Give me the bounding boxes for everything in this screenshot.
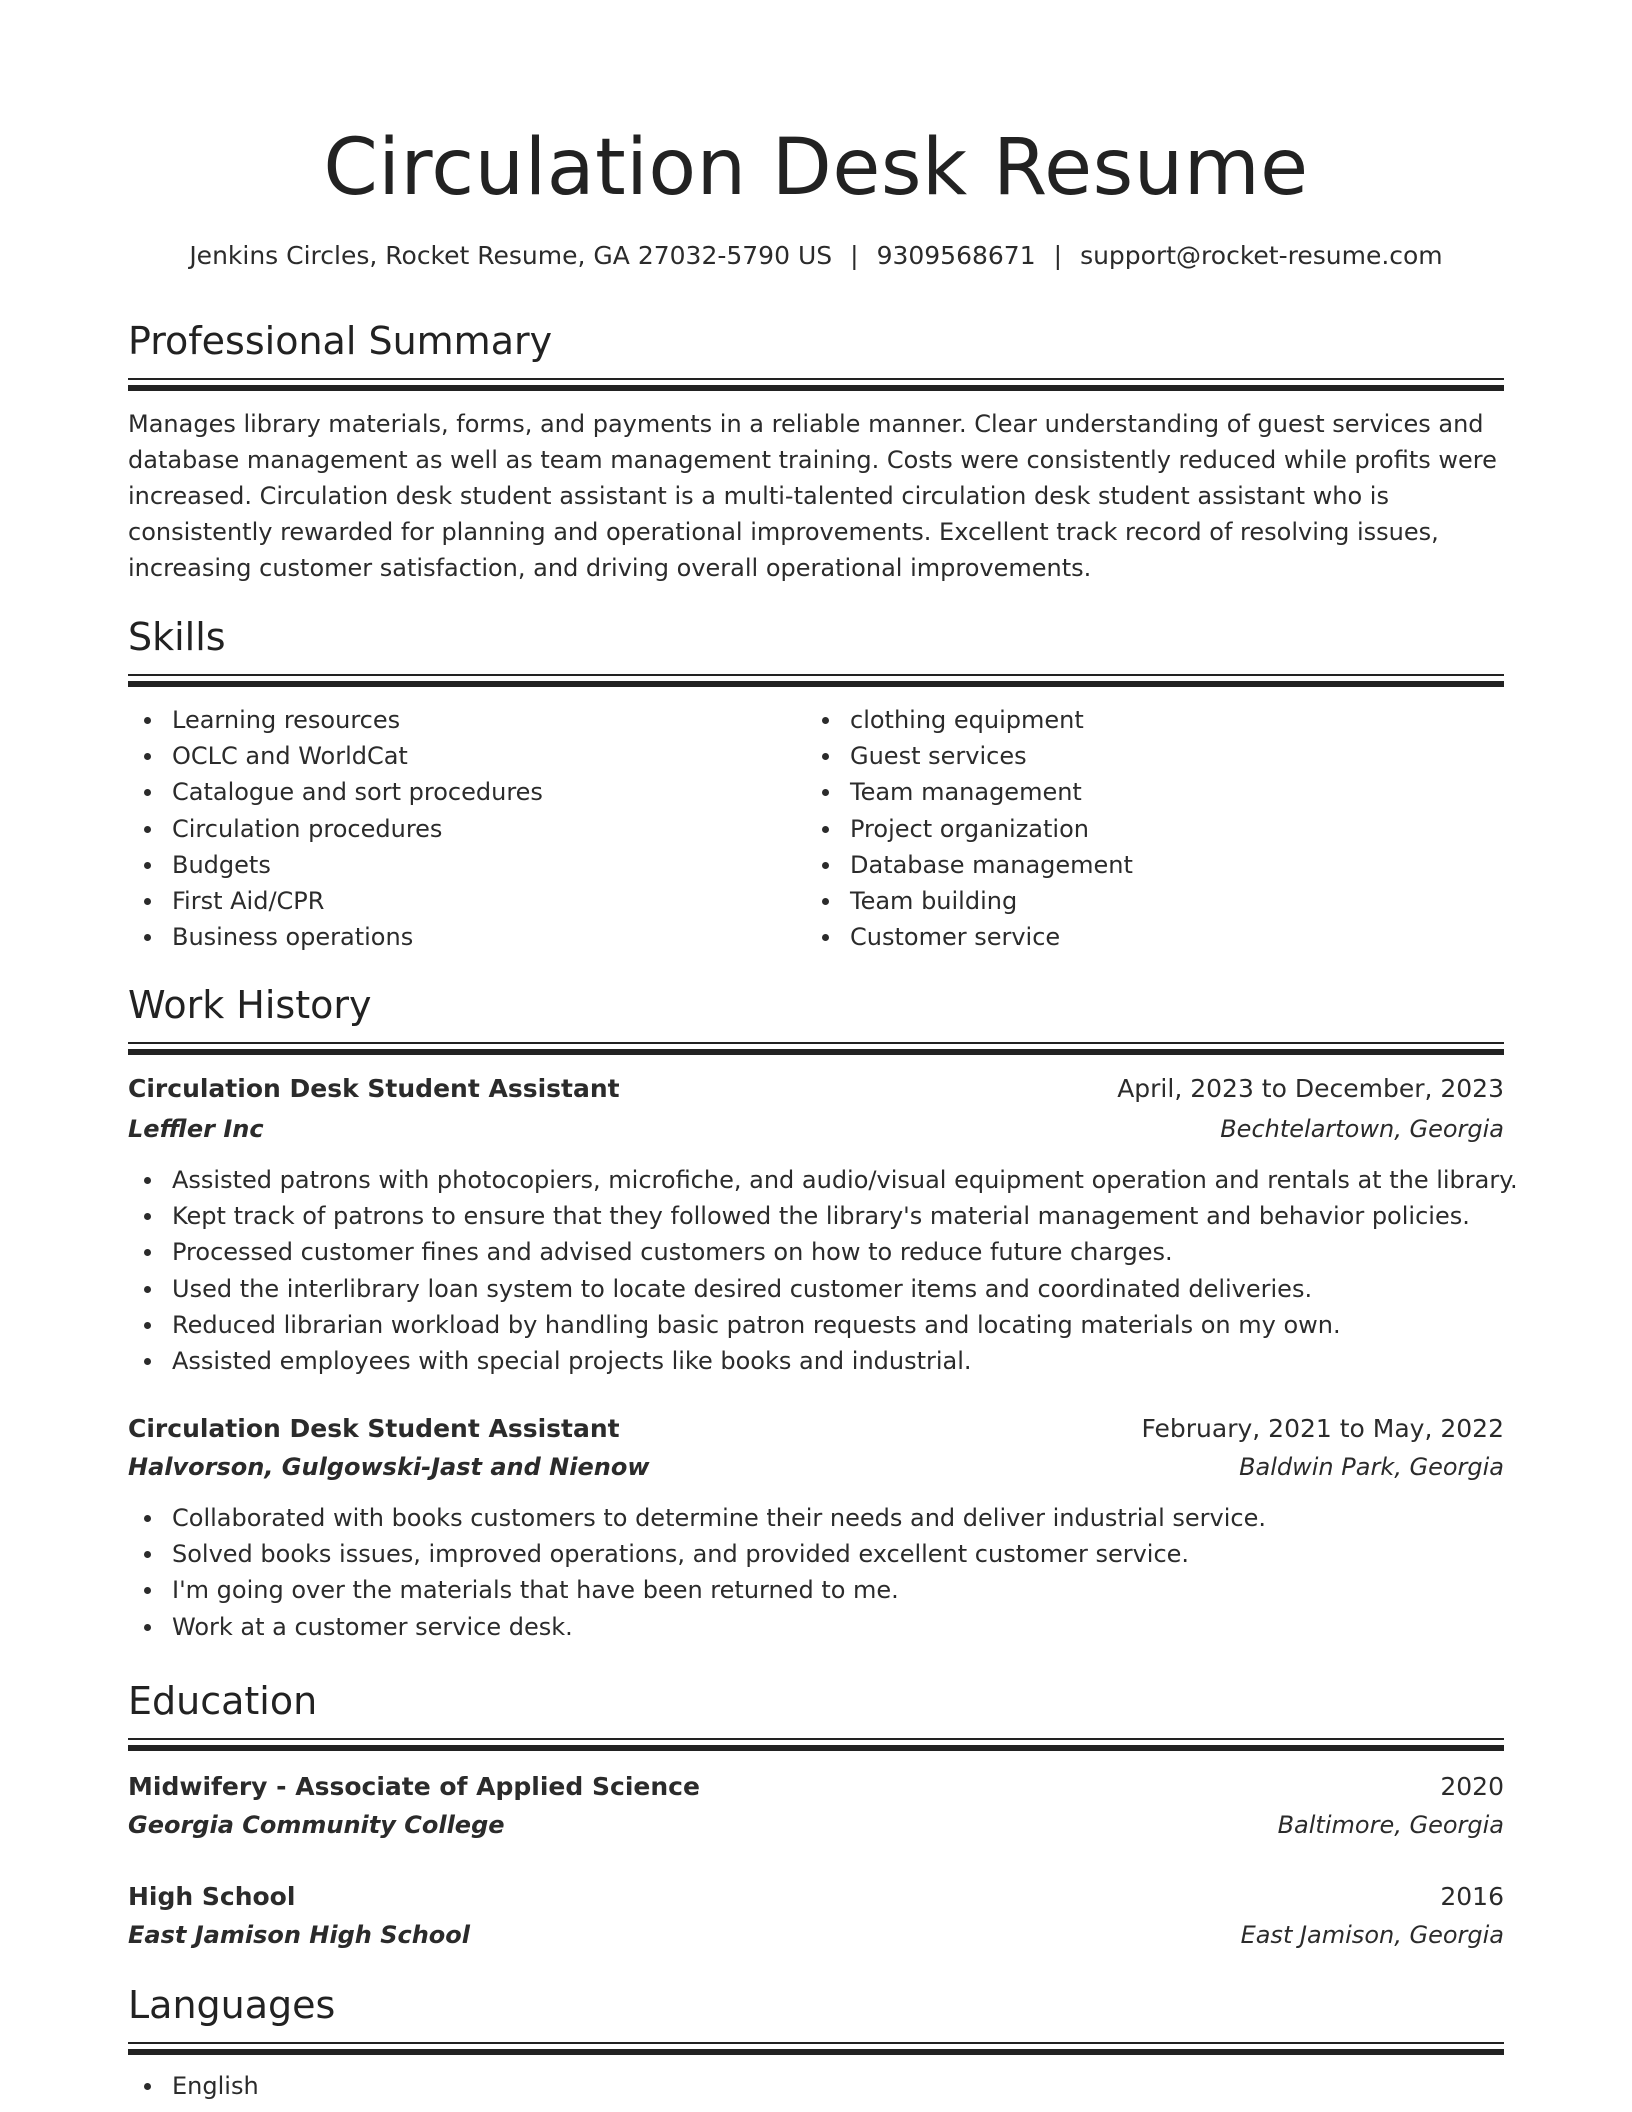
- skill-item: Database management: [806, 847, 1466, 883]
- job-bullet: Work at a customer service desk.: [128, 1609, 1504, 1645]
- skills-column-right: [806, 702, 1466, 955]
- job-dates: February, 2021 to May, 2022: [1141, 1414, 1504, 1443]
- job-bullet: Solved books issues, improved operations, and provided excellent customer service.: [128, 1536, 1504, 1572]
- resume-title: Circulation Desk Resume: [323, 123, 1309, 213]
- section-rule: [128, 1042, 1504, 1044]
- job-bullet: Assisted employees with special projects like books and industrial.: [128, 1343, 1504, 1379]
- skill-item: Team management: [806, 774, 1466, 810]
- job-bullet: Reduced librarian workload by handling basic patron requests and locating materials on my own.: [128, 1307, 1504, 1343]
- contact-separator: |: [1053, 241, 1063, 270]
- education-school: East Jamison High School: [128, 1921, 471, 1949]
- job-bullets: [128, 1500, 1504, 1645]
- education-location: Baltimore, Georgia: [1277, 1811, 1504, 1839]
- education-year: 2016: [1440, 1882, 1504, 1911]
- education-section-header: [128, 1676, 1504, 1751]
- skill-item: Learning resources: [128, 702, 788, 738]
- language-item: English: [128, 2068, 1504, 2104]
- job-bullets: [128, 1162, 1518, 1379]
- section-rule-thick: [128, 385, 1504, 391]
- section-rule-thick: [128, 681, 1504, 687]
- job-entry: [128, 1070, 1518, 1379]
- education-school: Georgia Community College: [128, 1811, 505, 1839]
- job-bullet: Kept track of patrons to ensure that they followed the library's material management and behavior policies.: [128, 1198, 1504, 1234]
- skill-item: clothing equipment: [806, 702, 1466, 738]
- summary-text: Manages library materials, forms, and payments in a reliable manner. Clear understanding of guest services and database management as well as team management training. Costs were consistently reduced while profits were increased. Circulation desk student assistant is a multi-talented circulation desk student assistant who is consistently rewarded for planning and operational improvements. Excellent track record of resolving issues, increasing customer satisfaction, and driving overall operational improvements.: [128, 410, 1497, 582]
- job-bullet: Used the interlibrary loan system to locate desired customer items and coordinated deliveries.: [128, 1271, 1504, 1307]
- education-location: East Jamison, Georgia: [1240, 1921, 1504, 1949]
- section-rule-thick: [128, 1745, 1504, 1751]
- skill-item: Circulation procedures: [128, 811, 788, 847]
- skill-item: Team building: [806, 883, 1466, 919]
- skill-item: Customer service: [806, 919, 1466, 955]
- skill-item: Business operations: [128, 919, 788, 955]
- section-rule: [128, 378, 1504, 380]
- job-bullet: I'm going over the materials that have been returned to me.: [128, 1572, 1504, 1608]
- contact-address: Jenkins Circles, Rocket Resume, GA 27032-5790 US: [189, 241, 833, 270]
- summary-section-header: [128, 316, 1504, 391]
- job-location: Baldwin Park, Georgia: [1239, 1453, 1504, 1481]
- skill-item: OCLC and WorldCat: [128, 738, 788, 774]
- education-entry: [128, 1768, 1504, 1844]
- contact-email[interactable]: support@rocket-resume.com: [1080, 241, 1443, 270]
- education-entry: [128, 1878, 1504, 1954]
- section-rule: [128, 1738, 1504, 1740]
- job-title: Circulation Desk Student Assistant: [128, 1074, 620, 1103]
- section-rule: [128, 674, 1504, 676]
- summary-heading: Professional Summary: [128, 319, 553, 363]
- languages-list: [128, 2068, 1504, 2104]
- contact-line: [128, 238, 1504, 274]
- education-heading: Education: [128, 1679, 318, 1723]
- job-company: Halvorson, Gulgowski-Jast and Nienow: [128, 1453, 650, 1481]
- job-dates: April, 2023 to December, 2023: [1117, 1074, 1504, 1103]
- section-rule: [128, 2042, 1504, 2044]
- skill-item: Guest services: [806, 738, 1466, 774]
- job-title: Circulation Desk Student Assistant: [128, 1414, 620, 1443]
- section-rule-thick: [128, 2049, 1504, 2055]
- contact-separator: |: [850, 241, 859, 270]
- languages-heading: Languages: [128, 1983, 336, 2027]
- education-degree: High School: [128, 1882, 296, 1911]
- job-entry: [128, 1410, 1504, 1645]
- work-heading: Work History: [128, 983, 372, 1027]
- job-bullet: Collaborated with books customers to determine their needs and deliver industrial service.: [128, 1500, 1504, 1536]
- work-section-header: [128, 980, 1504, 1055]
- skill-item: Budgets: [128, 847, 788, 883]
- skill-item: First Aid/CPR: [128, 883, 788, 919]
- contact-phone[interactable]: 9309568671: [876, 241, 1036, 270]
- skills-section-header: [128, 612, 1504, 687]
- skills-column-left: [128, 702, 788, 955]
- languages-section-header: [128, 1980, 1504, 2055]
- job-location: Bechtelartown, Georgia: [1220, 1115, 1504, 1143]
- skill-item: Catalogue and sort procedures: [128, 774, 788, 810]
- education-year: 2020: [1440, 1772, 1504, 1801]
- education-degree: Midwifery - Associate of Applied Science: [128, 1772, 700, 1801]
- skill-item: Project organization: [806, 811, 1466, 847]
- job-bullet: Assisted patrons with photocopiers, microfiche, and audio/visual equipment operation and rentals at the library.: [128, 1162, 1504, 1198]
- job-bullet: Processed customer fines and advised customers on how to reduce future charges.: [128, 1234, 1504, 1270]
- job-company: Leffler Inc: [128, 1115, 264, 1143]
- skills-heading: Skills: [128, 615, 226, 659]
- section-rule-thick: [128, 1049, 1504, 1055]
